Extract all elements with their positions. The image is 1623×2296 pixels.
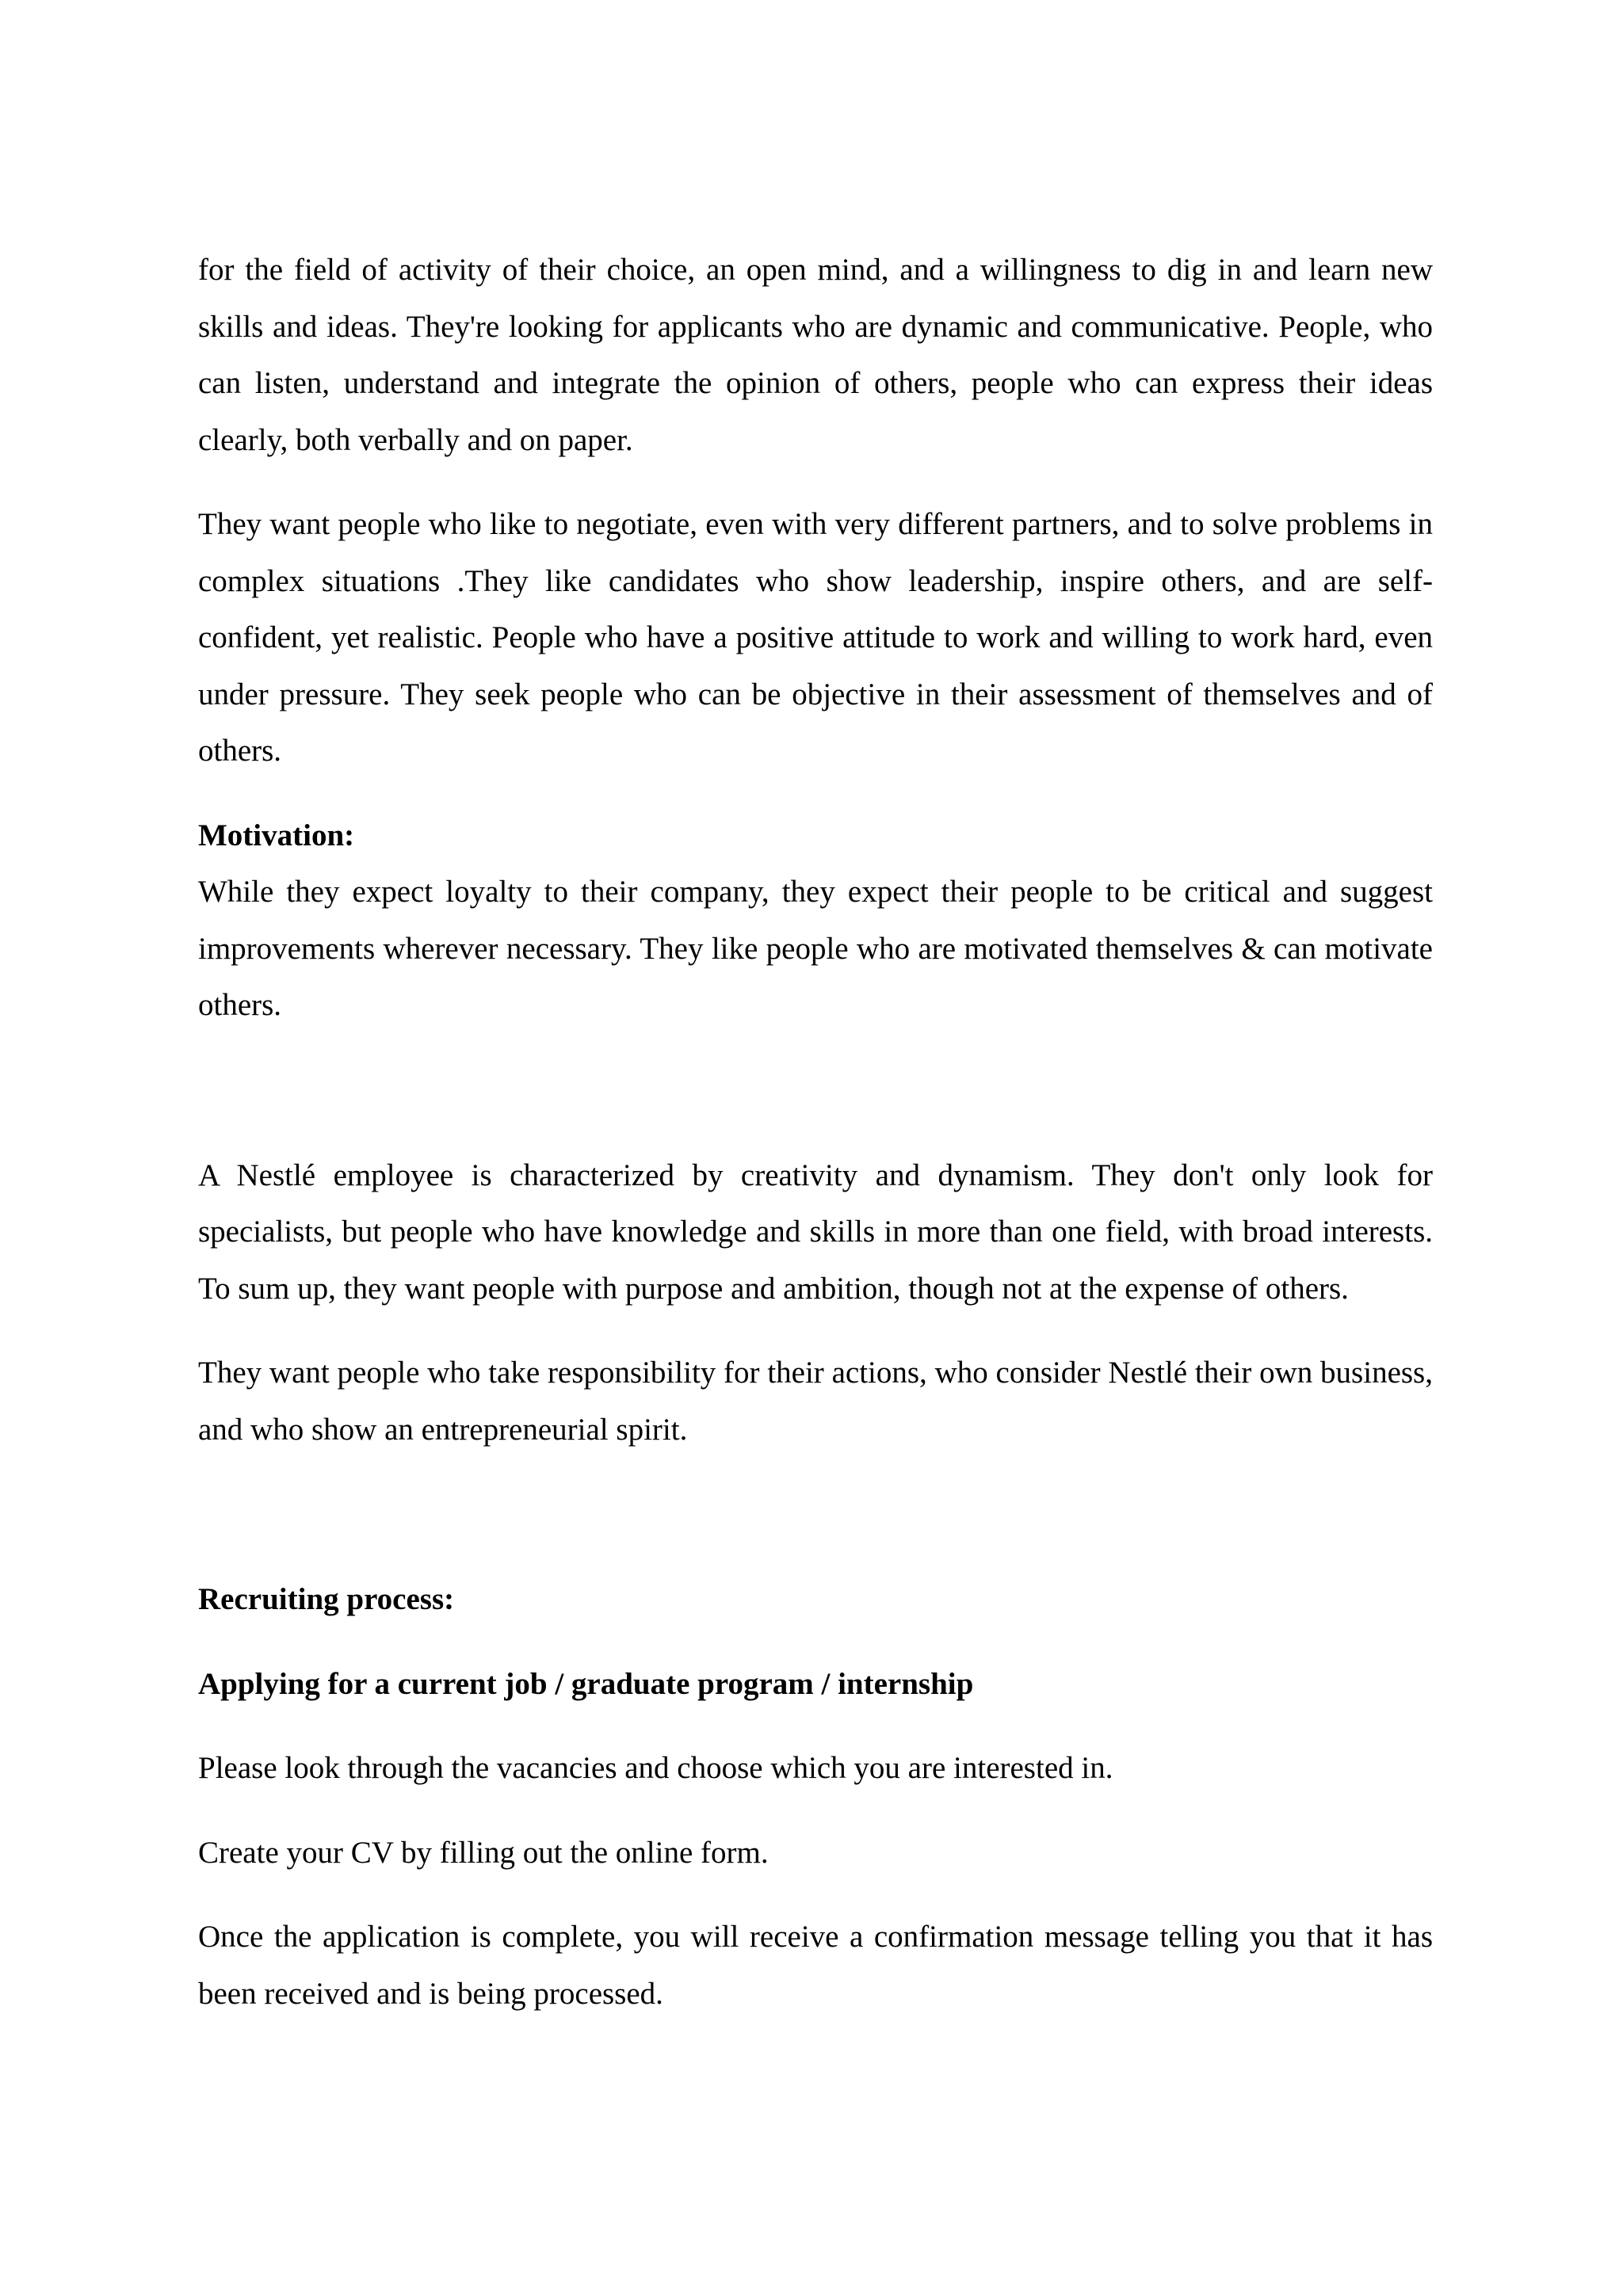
applying-heading: Applying for a current job / graduate program / internship <box>198 1666 974 1701</box>
step-confirmation: Once the application is complete, you will receive a confirmation message telling you that it has been received and is being processed. <box>198 1920 1433 2011</box>
motivation-heading: Motivation: <box>198 818 355 852</box>
paragraph-skills: for the field of activity of their choice, an open mind, and a willingness to dig in and learn new skills and ideas. They're looking for applicants who are dynamic and communicative. People, who can listen, understand and integrate the opinion of others, people who can express their ideas clearly, both verbally and on paper. <box>198 253 1433 457</box>
step-create-cv: Create your CV by filling out the online form. <box>198 1835 769 1870</box>
step-vacancies: Please look through the vacancies and choose which you are interested in. <box>198 1751 1113 1785</box>
paragraph-negotiation: They want people who like to negotiate, even with very different partners, and to solve problems in complex situations .They like candidates who show leadership, inspire others, and are self-confident, yet realistic. People who have a positive attitude to work and willing to work hard, even under pressure. They seek people who can be objective in their assessment of themselves and of others. <box>198 507 1433 768</box>
recruiting-heading: Recruiting process: <box>198 1582 455 1616</box>
paragraph-motivation: While they expect loyalty to their company, they expect their people to be critical and suggest improvements wherever necessary. They like people who are motivated themselves & can motivate others. <box>198 875 1433 1022</box>
document-page <box>198 242 1433 2022</box>
paragraph-responsibility: They want people who take responsibility for their actions, who consider Nestlé their own business, and who show an entrepreneurial spirit. <box>198 1356 1433 1447</box>
paragraph-employee: A Nestlé employee is characterized by creativity and dynamism. They don't only look for specialists, but people who have knowledge and skills in more than one field, with broad interests. To sum up, they want people with purpose and ambition, though not at the expense of others. <box>198 1158 1433 1306</box>
